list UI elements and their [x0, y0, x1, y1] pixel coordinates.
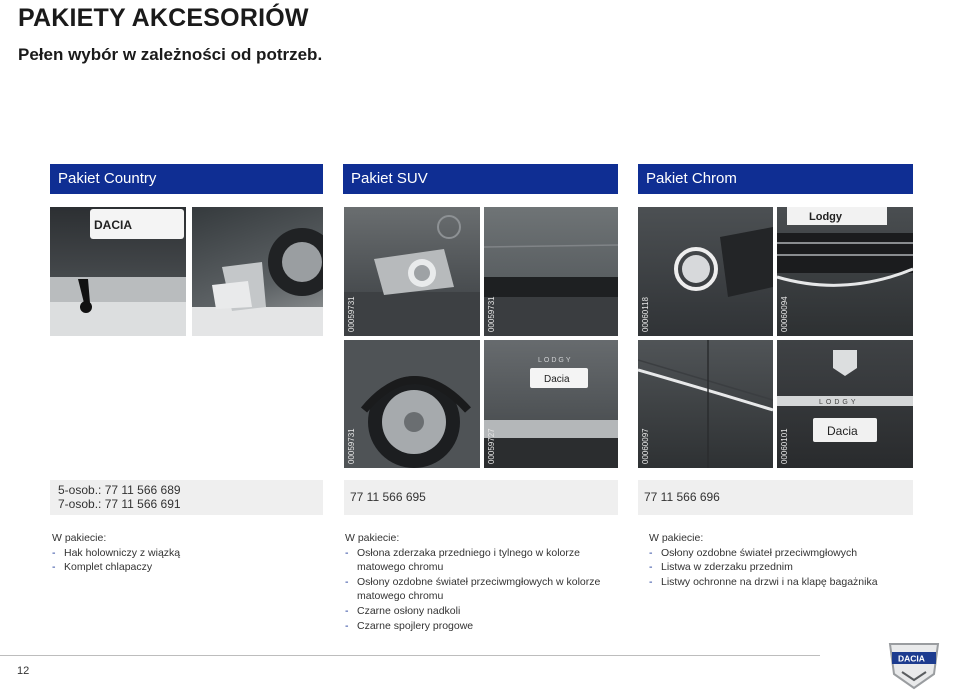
contents-label: W pakiecie: [52, 532, 107, 544]
photo-code: 00060118 [641, 297, 650, 332]
part-number: 7-osob.: 77 11 566 691 [58, 497, 181, 511]
package-header-suv: Pakiet SUV [343, 164, 618, 194]
package-contents-chrom [649, 531, 929, 589]
photo-chrome-grille-strip [777, 207, 913, 336]
contents-item: - Listwa w zderzaku przednim [649, 560, 929, 575]
chrom-tailgate-plate-text: Dacia [827, 424, 858, 438]
page-number: 12 [17, 665, 30, 677]
part-number-box-suv [344, 480, 618, 515]
photo-black-wheel-arch [344, 340, 480, 468]
photo-code: 00059731 [487, 296, 496, 332]
photo-code: 00060094 [780, 296, 789, 332]
chrom-grille-badge-text: Lodgy [809, 211, 842, 223]
suv-plate-top-text: LODGY [538, 357, 573, 364]
photo-fog-light-chrome [638, 207, 773, 336]
contents-item: - Czarne spojlery progowe [345, 619, 607, 634]
photo-mud-flap [192, 207, 323, 336]
photo-fog-light-mat-chrome [344, 207, 480, 336]
photo-rear-bumper-guard [484, 340, 618, 468]
photo-code: 00059731 [347, 428, 356, 464]
photo-tow-hitch [50, 207, 186, 336]
photo-tailgate-chrome-strip [777, 340, 913, 468]
photo-code: 00060097 [641, 428, 650, 464]
contents-label: W pakiecie: [649, 532, 704, 544]
contents-item: - Czarne osłony nadkoli [345, 604, 607, 619]
package-contents-country [52, 531, 322, 575]
photo-code: 00059731 [347, 296, 356, 332]
package-header-country: Pakiet Country [50, 164, 323, 194]
footer-divider [0, 655, 820, 656]
suv-plate-text: Dacia [544, 374, 570, 385]
photo-code: 00060101 [780, 428, 789, 464]
part-number: 77 11 566 695 [350, 490, 426, 504]
part-number: 77 11 566 696 [644, 490, 720, 504]
part-number-box-country [50, 480, 323, 515]
part-number-box-chrom [638, 480, 913, 515]
contents-item: - Osłony ozdobne świateł przeciwmgłowych [649, 546, 929, 561]
package-header-chrom: Pakiet Chrom [638, 164, 913, 194]
contents-item: - Komplet chlapaczy [52, 560, 322, 575]
part-number: 5-osob.: 77 11 566 689 [58, 483, 181, 497]
photo-code: 00059727 [487, 428, 496, 464]
chrom-tailgate-top-text: LODGY [819, 399, 859, 406]
contents-item: - Osłony ozdobne świateł przeciwmgłowych w kolorze matowego chromu [345, 575, 607, 604]
page-title: PAKIETY AKCESORIÓW [18, 4, 309, 32]
country-badge-text: DACIA [94, 218, 132, 232]
contents-item: - Hak holowniczy z wiązką [52, 546, 322, 561]
dacia-logo [886, 640, 942, 692]
page-subtitle: Pełen wybór w zależności od potrzeb. [18, 45, 323, 64]
contents-label: W pakiecie: [345, 532, 400, 544]
photo-side-sill-spoiler [484, 207, 618, 336]
logo-text: DACIA [898, 653, 925, 664]
package-contents-suv [345, 531, 607, 633]
contents-item: - Osłona zderzaka przedniego i tylnego w kolorze matowego chromu [345, 546, 607, 575]
contents-item: - Listwy ochronne na drzwi i na klapę bagażnika [649, 575, 929, 590]
photo-door-protection-strip [638, 340, 773, 468]
